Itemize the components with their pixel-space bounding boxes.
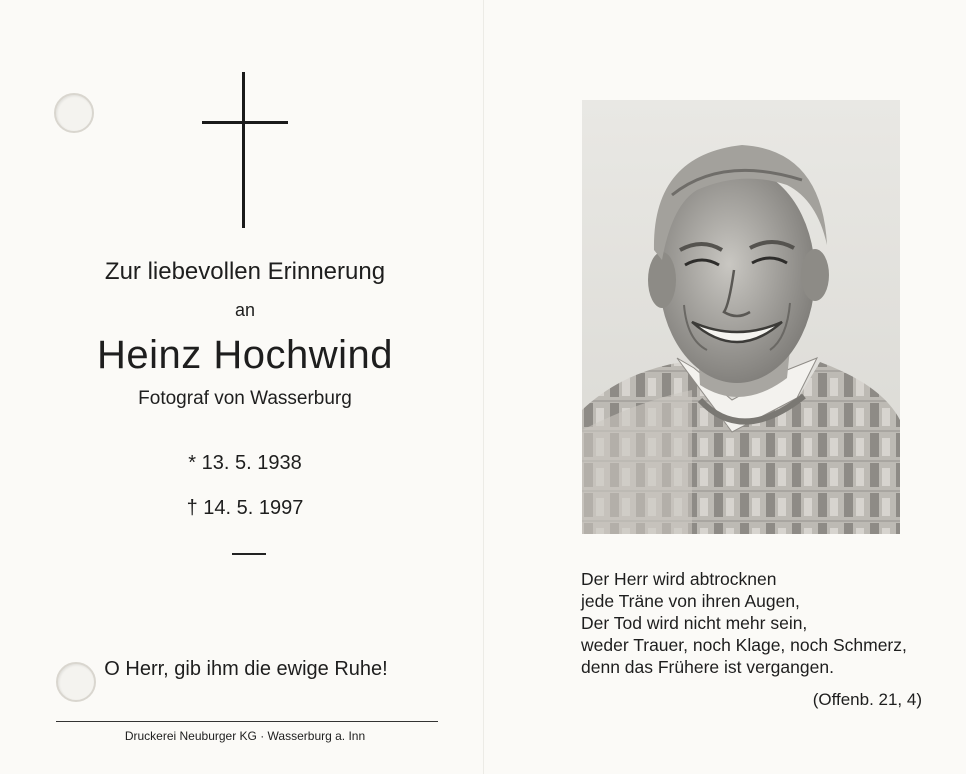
- memorial-an: an: [234, 300, 256, 320]
- birth-date: * 13. 5. 1938: [188, 452, 302, 474]
- verse-line: weder Trauer, noch Klage, noch Schmerz,: [581, 635, 907, 655]
- cross-icon: [200, 72, 290, 228]
- punch-hole-bottom: [56, 662, 96, 702]
- prayer-text: O Herr, gib ihm die ewige Ruhe!: [104, 658, 388, 680]
- verse-reference: (Offenb. 21, 4): [812, 690, 922, 709]
- death-date: † 14. 5. 1997: [186, 497, 304, 519]
- verse-line: Der Herr wird abtrocknen: [581, 569, 777, 589]
- fold-line: [483, 0, 484, 774]
- deceased-name: Heinz Hochwind: [96, 333, 394, 377]
- memorial-heading: Zur liebevollen Erinnerung: [104, 258, 386, 285]
- bible-verse: [581, 568, 941, 678]
- deceased-occupation: Fotograf von Wasserburg: [138, 388, 352, 409]
- punch-hole-top: [54, 93, 94, 133]
- printer-credit: Druckerei Neuburger KG · Wasserburg a. Inn: [124, 729, 366, 743]
- portrait-photo: [582, 100, 900, 534]
- verse-line: jede Träne von ihren Augen,: [581, 591, 800, 611]
- verse-line: denn das Frühere ist vergangen.: [581, 657, 834, 677]
- portrait-illustration: [582, 100, 900, 534]
- verse-line: Der Tod wird nicht mehr sein,: [581, 613, 808, 633]
- divider-dash: [232, 553, 266, 555]
- printer-divider: [56, 721, 438, 722]
